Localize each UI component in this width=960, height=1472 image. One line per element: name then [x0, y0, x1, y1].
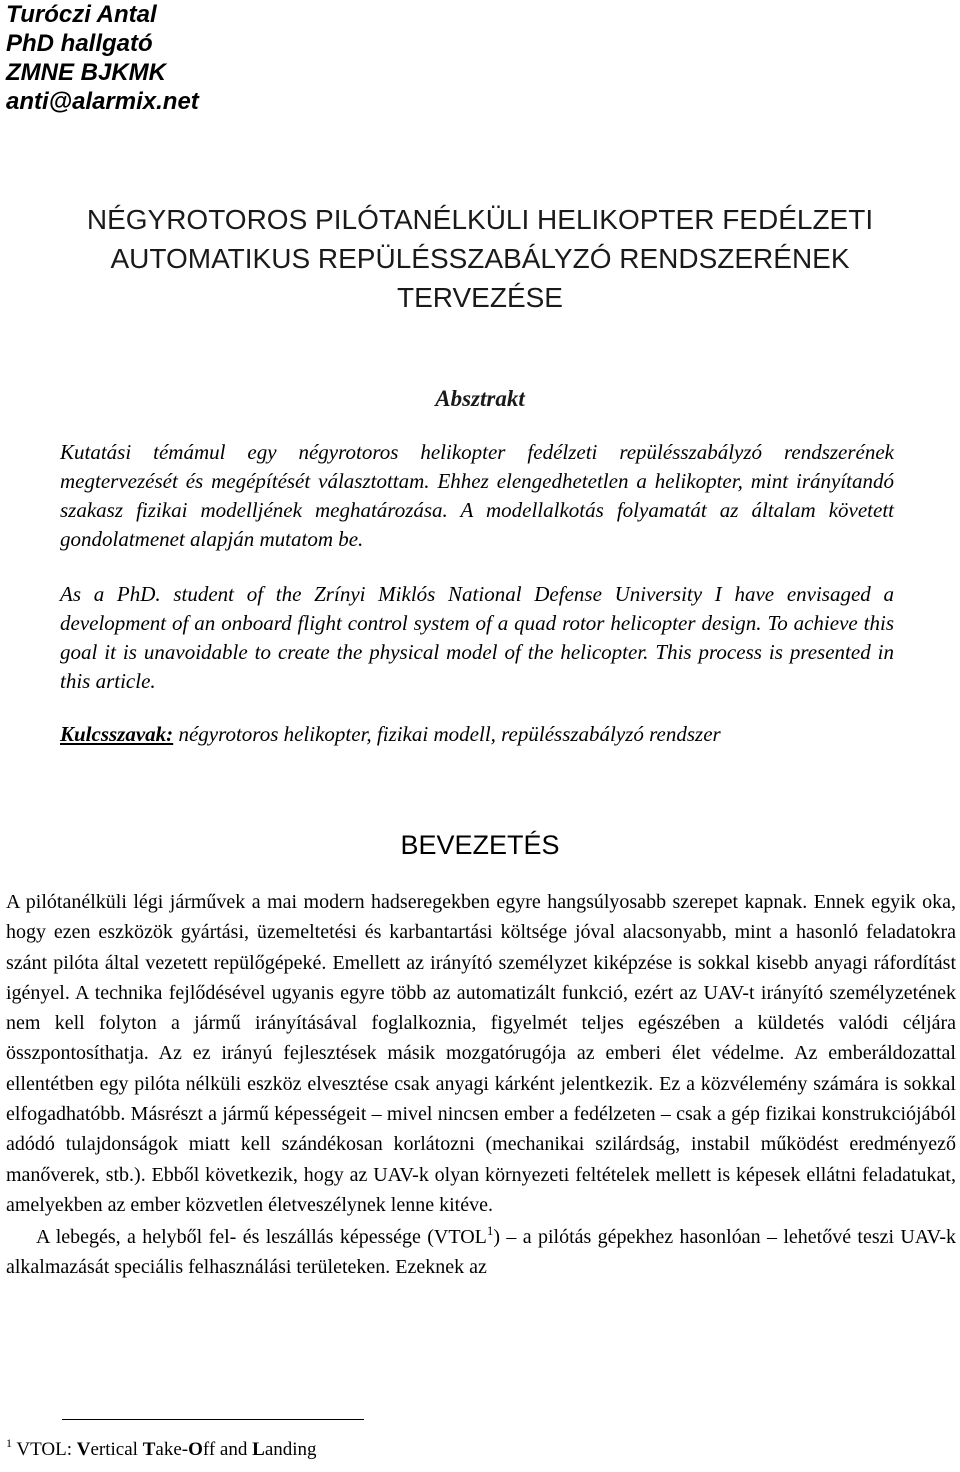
abstract-english: As a PhD. student of the Zrínyi Miklós National Defense University I have envisaged a development of an onboard flight control system of a quad rotor helicopter design. To achieve this goal it is unavoidable to create the physical model of the helicopter. This process is presented in this article.	[60, 582, 894, 693]
section-heading: BEVEZETÉS	[400, 830, 560, 860]
author-position: PhD hallgató	[6, 30, 153, 57]
abstract-hungarian: Kutatási témámul egy négyrotoros helikopter fedélzeti repülésszabályzó rendszerének megtervezését és megépítését választottam. Ehhez elengedhetetlen a helikopter, mint irányítandó szakasz fizikai modelljének meghatározása. A modellalkotás folyamatát az általam követett gondolatmenet alapján mutatom be.	[60, 440, 894, 551]
footnote-anding: anding	[264, 1439, 317, 1460]
keywords-text: négyrotoros helikopter, fizikai modell, repülésszabályzó rendszer	[173, 722, 721, 746]
footnote-v: V	[76, 1439, 91, 1460]
keywords-label: Kulcsszavak:	[60, 722, 174, 746]
paragraph-2-start: A lebegés, a helyből fel- és leszállás képessége (VTOL	[36, 1226, 487, 1248]
footnote-l: L	[252, 1439, 265, 1460]
intro-paragraph-2	[6, 1222, 956, 1283]
abstract-heading: Absztrakt	[435, 386, 525, 411]
title-line-3: TERVEZÉSE	[397, 282, 563, 313]
footnote-divider	[62, 1419, 364, 1420]
author-institution: ZMNE BJKMK	[6, 59, 166, 86]
author-email: anti@alarmix.net	[6, 88, 199, 115]
title-line-2: AUTOMATIKUS REPÜLÉSSZABÁLYZÓ RENDSZERÉNEK	[110, 243, 850, 274]
footnote	[6, 1438, 317, 1462]
footnote-mark: 1	[6, 1436, 12, 1450]
footnote-o: O	[188, 1439, 203, 1460]
footnote-prefix: VTOL:	[12, 1439, 77, 1460]
paper-title	[0, 200, 960, 317]
author-name: Turóczi Antal	[6, 1, 157, 28]
intro-paragraph-1: A pilótanélküli légi járművek a mai modern hadseregekben egyre hangsúlyosabb szerepet kapnak. Ennek egyik oka, hogy ezen eszközök gyártási, üzemeltetési és karbantartási költsége jóval alacsonyabb, mint a hasonló feladatokra szánt pilóta által vezetett repülőgépeké. Emellett az irányító személyzet kiképzése is sokkal kisebb anyagi ráfordítást igényel. A technika fejlődésével ugyanis egyre több az automatizált funkció, ezért az UAV-t irányító személyzetének nem kell folyton a jármű irányításával foglalkoznia, figyelmét teljes egészében a küldetés valódi céljára összpontosíthatja. Az ez irányú fejlesztések másik mozgatórugója az emberi élet védelme. Az emberáldozattal ellentétben egy pilóta nélküli eszköz elvesztése csak anyagi kárként jelentkezik. Ez a közvélemény számára is sokkal elfogadhatóbb. Másrészt a jármű képességeit – mivel nincsen ember a fedélzeten – csak a gép fizikai konstrukciójából adódó tulajdonságok miatt kell szándékosan korlátozni (mechanikai szilárdság, instabil működést eredményező manőverek, stb.). Ebből következik, hogy az UAV-k olyan környezeti feltételek mellett is képesek ellátni feladatukat, amelyekben az ember közvetlen életveszélynek lenne kitéve.	[6, 891, 956, 1216]
footnote-ake: ake-	[155, 1439, 189, 1460]
author-block	[6, 0, 199, 116]
title-line-1: NÉGYROTOROS PILÓTANÉLKÜLI HELIKOPTER FEDÉLZETI	[86, 204, 874, 235]
footnote-t: T	[142, 1439, 156, 1460]
keywords	[60, 720, 940, 749]
paragraph-2-end: ) – a pilótás gépekhez hasonlóan – lehetővé teszi UAV-k alkalmazását speciális felhasználási területeken. Ezeknek az	[6, 1226, 956, 1279]
footnote-reference[interactable]: 1	[486, 1223, 494, 1238]
footnote-ertical: ertical	[90, 1439, 143, 1460]
footnote-ff: ff and	[202, 1439, 253, 1460]
